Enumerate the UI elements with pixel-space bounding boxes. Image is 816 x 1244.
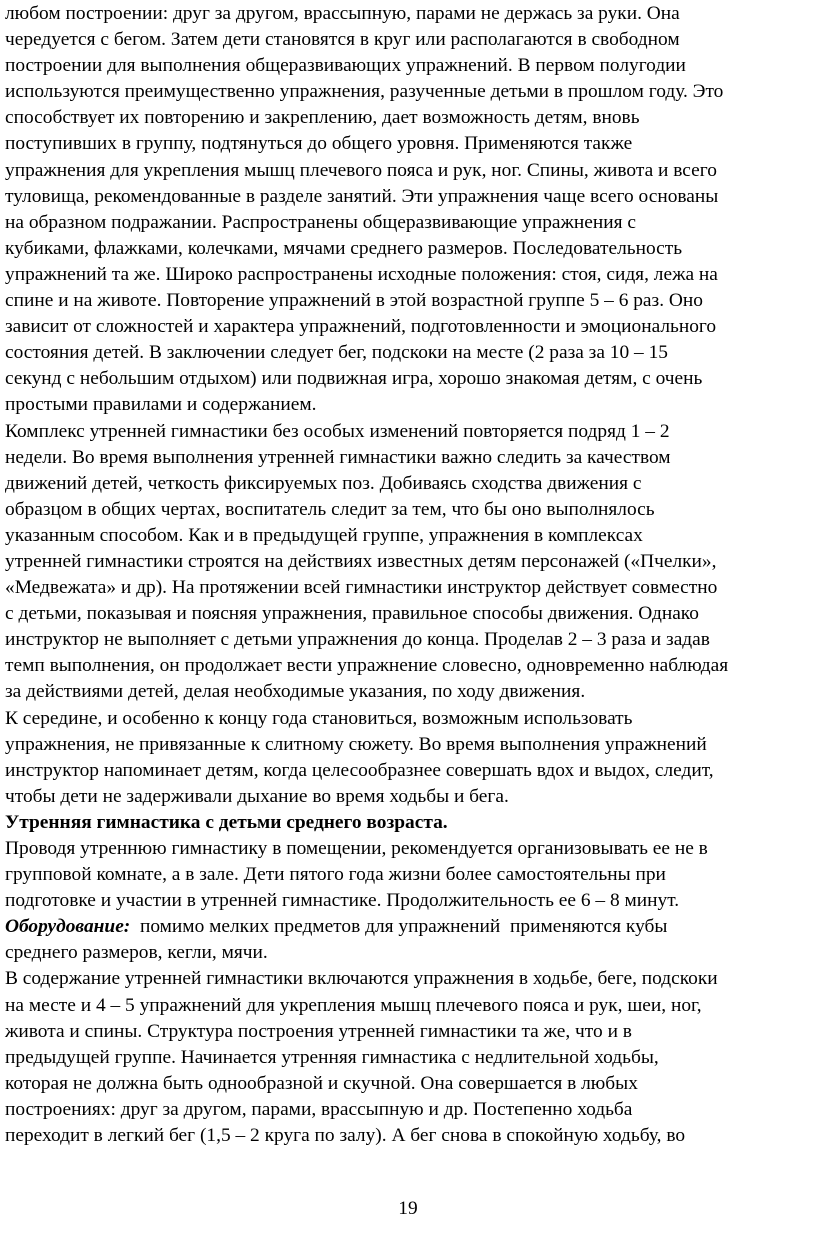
text-line: среднего размеров, кегли, мячи. (5, 942, 268, 964)
text-line: на месте и 4 – 5 упражнений для укрепления мышц плечевого пояса и рук, шеи, ног, (5, 994, 702, 1016)
text-line: В содержание утренней гимнастики включаются упражнения в ходьбе, беге, подскоки (5, 968, 718, 990)
text-line: которая не должна быть однообразной и скучной. Она совершается в любых (5, 1072, 638, 1094)
text-line: используются преимущественно упражнения, разученные детьми в прошлом году. Это (5, 81, 724, 103)
text-line: «Медвежата» и др). На протяжении всей гимнастики инструктор действует совместно (5, 577, 718, 599)
text-line: образцом в общих чертах, воспитатель следит за тем, что бы оно выполнялось (5, 498, 655, 520)
text-line: секунд с небольшим отдыхом) или подвижная игра, хорошо знакомая детям, с очень (5, 368, 703, 390)
text-line: групповой комнате, а в зале. Дети пятого года жизни более самостоятельны при (5, 864, 666, 886)
text-line: упражнений та же. Широко распространены исходные положения: стоя, сидя, лежа на (5, 263, 718, 285)
text-line: чтобы дети не задерживали дыхание во время ходьбы и бега. (5, 785, 509, 807)
text-line: утренней гимнастики строятся на действиях известных детям персонажей («Пчелки», (5, 550, 717, 572)
text-line: простыми правилами и содержанием. (5, 394, 317, 416)
equipment-text: помимо мелких предметов для упражнений применяются кубы (130, 916, 668, 938)
text-line: упражнения, не привязанные к слитному сюжету. Во время выполнения упражнений (5, 733, 707, 755)
text-line: поступивших в группу, подтянуться до общего уровня. Применяются также (5, 133, 633, 155)
text-line: подготовке и участии в утренней гимнастике. Продолжительность ее 6 – 8 минут. (5, 890, 680, 912)
text-line: спине и на животе. Повторение упражнений в этой возрастной группе 5 – 6 раз. Оно (5, 290, 703, 312)
text-line: зависит от сложностей и характера упражнений, подготовленности и эмоционального (5, 316, 717, 338)
text-line: инструктор не выполняет с детьми упражнения до конца. Проделав 2 – 3 раза и задав (5, 629, 710, 651)
text-line: любом построении: друг за другом, врассыпную, парами не держась за руки. Она (5, 3, 680, 24)
text-line: упражнения для укрепления мышц плечевого пояса и рук, ног. Спины, живота и всего (5, 159, 717, 181)
text-line: предыдущей группе. Начинается утренняя гимнастика с недлительной ходьбы, (5, 1046, 659, 1068)
text-line: способствует их повторению и закреплению, дает возможность детям, вновь (5, 107, 640, 129)
text-line: за действиями детей, делая необходимые указания, по ходу движения. (5, 681, 586, 703)
text-line: построении для выполнения общеразвивающих упражнений. В первом полугодии (5, 55, 686, 77)
text-line: с детьми, показывая и поясняя упражнения, правильное способы движения. Однако (5, 603, 699, 625)
text-line: указанным способом. Как и в предыдущей группе, упражнения в комплексах (5, 524, 643, 546)
text-line: Проводя утреннюю гимнастику в помещении, рекомендуется организовывать ее не в (5, 838, 708, 859)
text-line: состояния детей. В заключении следует бег, подскоки на месте (2 раза за 10 – 15 (5, 342, 668, 364)
section-heading: Утренняя гимнастика с детьми среднего возраста. (5, 811, 448, 833)
text-line: движений детей, четкость фиксируемых поз. Добиваясь сходства движения с (5, 472, 642, 494)
text-line: переходит в легкий бег (1,5 – 2 круга по залу). А бег снова в спокойную ходьбу, во (5, 1125, 686, 1147)
text-line: живота и спины. Структура построения утренней гимнастики та же, что и в (5, 1020, 632, 1042)
text-line: туловища, рекомендованные в разделе занятий. Эти упражнения чаще всего основаны (5, 185, 719, 207)
text-line: кубиками, флажками, колечками, мячами среднего размеров. Последовательность (5, 237, 683, 259)
text-line: темп выполнения, он продолжает вести упражнение словесно, одновременно наблюдая (5, 655, 729, 677)
text-line: построениях: друг за другом, парами, врассыпную и др. Постепенно ходьба (5, 1098, 633, 1120)
text-line: Комплекс утренней гимнастики без особых изменений повторяется подряд 1 – 2 (5, 420, 670, 442)
text-line: на образном подражании. Распространены общеразвивающие упражнения с (5, 211, 637, 233)
page-number: 19 (398, 1198, 418, 1219)
text-line: чередуется с бегом. Затем дети становятся в круг или располагаются в свободном (5, 29, 680, 51)
text-line: недели. Во время выполнения утренней гимнастики важно следить за качеством (5, 446, 671, 468)
text-line: К середине, и особенно к концу года становиться, возможным использовать (5, 707, 633, 729)
text-line: инструктор напоминает детям, когда целесообразнее совершать вдох и выдох, следит, (5, 759, 714, 781)
equipment-label: Оборудование: (5, 916, 131, 938)
equipment-line (5, 914, 812, 940)
